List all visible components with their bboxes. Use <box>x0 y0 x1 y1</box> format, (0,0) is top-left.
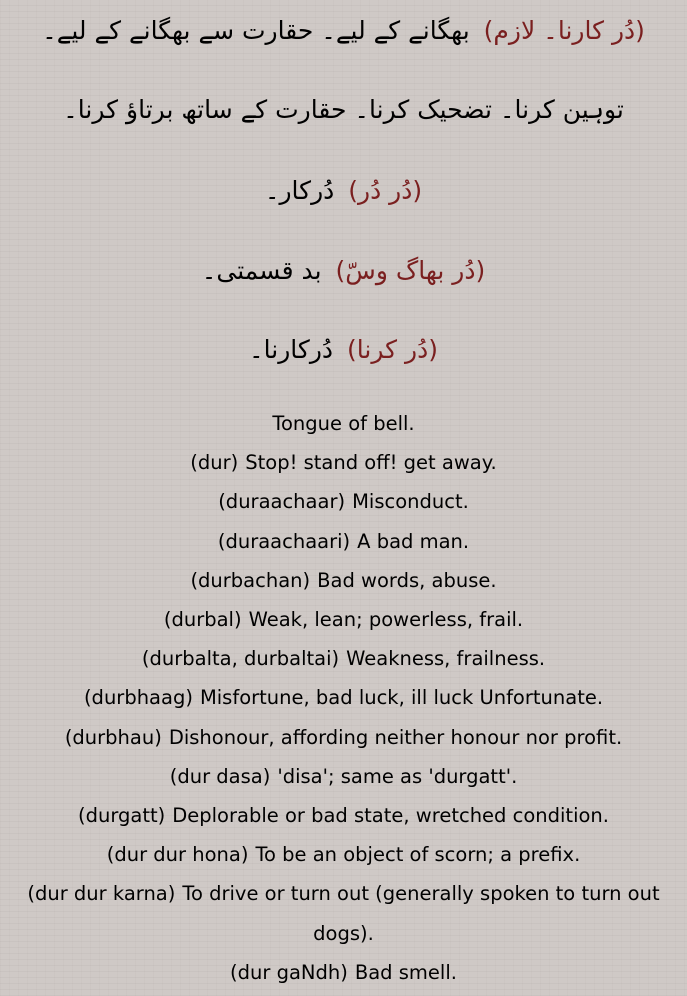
dictionary-entry <box>0 443 687 482</box>
entry-definition: Misfortune, bad luck, ill luck Unfortunate. <box>199 686 604 710</box>
dictionary-entry <box>0 404 687 443</box>
dictionary-entry <box>0 678 687 717</box>
urdu-tag: (دُر کرنا) <box>347 335 438 364</box>
urdu-tag: (دُر دُر) <box>348 176 423 205</box>
entry-term: (duraachaar) <box>218 490 346 514</box>
entry-definition: Misconduct. <box>352 490 469 514</box>
dictionary-entry <box>0 522 687 561</box>
dictionary-entry <box>0 482 687 521</box>
urdu-text: بد قسمتی۔ <box>201 256 322 285</box>
dictionary-entry <box>0 718 687 757</box>
urdu-line-1 <box>0 14 687 48</box>
entry-definition: Bad words, abuse. <box>317 568 497 592</box>
dictionary-entry <box>0 796 687 835</box>
dictionary-entry <box>0 953 687 992</box>
entry-term: (durbachan) <box>190 568 311 592</box>
dictionary-entry <box>0 639 687 678</box>
entry-definition: Tongue of bell. <box>272 412 415 435</box>
entry-term: (dur gaNdh) <box>230 960 348 984</box>
urdu-line-4 <box>0 254 687 288</box>
urdu-tag: (دُر کارنا۔ لازم) <box>483 16 645 45</box>
entry-definition: To drive or turn out (generally spoken to turn out dogs). <box>182 882 660 945</box>
entry-term: (duraachaari) <box>217 529 351 553</box>
dictionary-entry <box>0 835 687 874</box>
dictionary-entry <box>0 561 687 600</box>
entry-term: (durbalta, durbaltai) <box>141 647 340 671</box>
entry-definition: A bad man. <box>357 529 470 553</box>
entry-definition: Stop! stand off! get away. <box>245 451 497 475</box>
entry-term: (durbal) <box>163 608 242 632</box>
entry-term: (durbhau) <box>64 725 162 749</box>
entry-definition: Weakness, frailness. <box>346 647 546 671</box>
entry-term: (dur dasa) <box>169 764 271 788</box>
entry-definition: Bad smell. <box>354 960 457 984</box>
entry-definition: Deplorable or bad state, wretched condition. <box>172 804 609 828</box>
urdu-text: توہین کرنا۔ تضحیک کرنا۔ حقارت کے ساتھ برتاؤ کرنا۔ <box>63 95 624 124</box>
entry-term: (dur dur hona) <box>106 843 249 867</box>
entry-definition: Dishonour, affording neither honour nor profit. <box>168 725 623 749</box>
entry-term: (dur) <box>190 451 239 475</box>
dictionary-entry <box>0 874 687 952</box>
entry-definition: Weak, lean; powerless, frail. <box>248 608 524 632</box>
urdu-line-2 <box>0 93 687 127</box>
urdu-text: بھگانے کے لیے۔ حقارت سے بھگانے کے لیے۔ <box>42 16 470 45</box>
entry-definition: To be an object of scorn; a prefix. <box>255 843 581 867</box>
entry-definition: 'disa'; same as 'durgatt'. <box>277 764 518 788</box>
english-entries <box>0 404 687 992</box>
urdu-text: دُرکارنا۔ <box>249 335 334 364</box>
dictionary-entry <box>0 757 687 796</box>
urdu-line-5 <box>0 333 687 367</box>
dictionary-entry <box>0 600 687 639</box>
urdu-line-3 <box>0 174 687 208</box>
urdu-tag: (دُر بھاگ وسّ) <box>335 256 486 285</box>
entry-term: (durgatt) <box>78 804 166 828</box>
urdu-text: دُرکار۔ <box>264 176 335 205</box>
entry-term: (durbhaag) <box>83 686 193 710</box>
entry-term: (dur dur karna) <box>27 882 176 906</box>
